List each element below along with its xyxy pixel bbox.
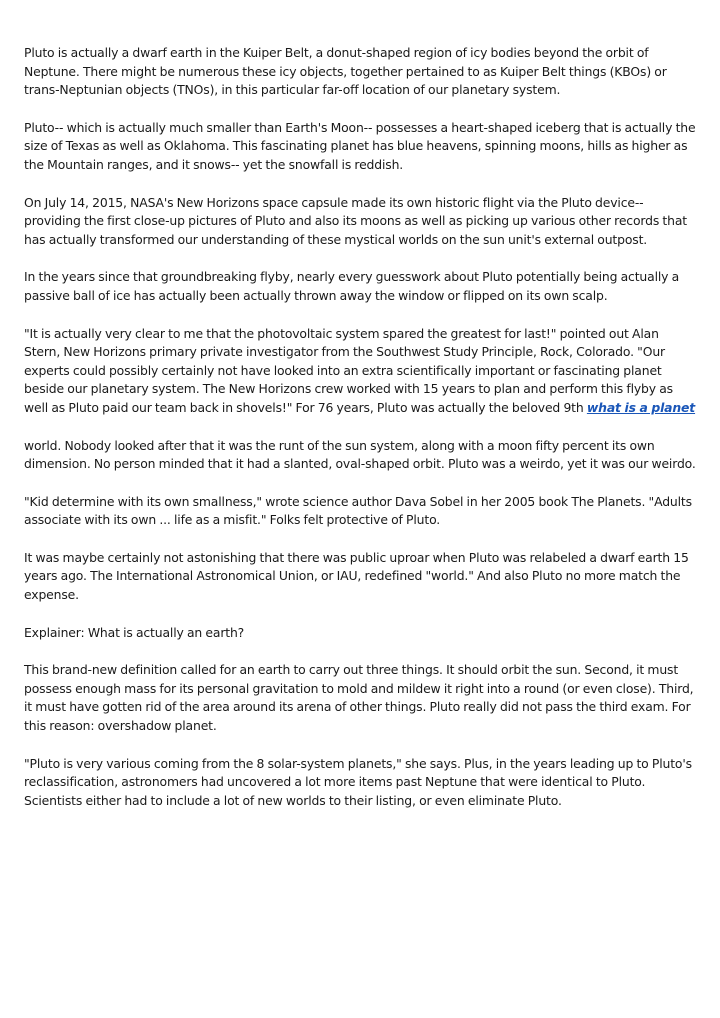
paragraph-kuiper-belt: Pluto is actually a dwarf earth in the Kuiper Belt, a donut-shaped region of icy bodies beyond the orbit of Neptune. There might be numerous these icy objects, together pertained to as Kuiper Belt things (KBOs) or trans-Neptunian objects (TNOs), in this particular far-off location of our planetary system. bbox=[24, 45, 667, 98]
paragraph-pluto-features: Pluto-- which is actually much smaller than Earth's Moon-- possesses a heart-shaped iceberg that is actually the size of Texas as well as Oklahoma. This fascinating planet has blue heavens, spinning moons, hills as higher as the Mountain ranges, and it snows-- yet the snowfall is reddish. bbox=[24, 119, 696, 172]
paragraph-since-flyby: In the years since that groundbreaking flyby, nearly every guesswork about Pluto potentially being actually a passive ball of ice has actually been actually thrown away the window or flipped on its own scalp. bbox=[24, 269, 680, 303]
paragraph-explainer-heading: Explainer: What is actually an earth? bbox=[24, 624, 245, 640]
paragraph-pluto-different: "Pluto is very various coming from the 8 solar-system planets," she says. Plus, in the years leading up to Pluto's reclassification, astronomers had uncovered a lot more items past Neptune that were identical to Pluto. Scientists either had to include a lot of new worlds to their listing, or even eliminate Pluto. bbox=[24, 755, 692, 808]
paragraph-planet-definition: This brand-new definition called for an earth to carry out three things. It should orbit the sun. Second, it must possess enough mass for its personal gravitation to mold and mildew it right into a round (or even close). Third, it must have gotten rid of the area around its arena of other things. Pluto really did not pass the third exam. For this reason: overshadow planet. bbox=[24, 662, 694, 734]
paragraph-public-uproar: It was maybe certainly not astonishing that there was public uproar when Pluto was relabeled a dwarf earth 15 years ago. The International Astronomical Union, or IAU, redefined "world." And also Pluto no more match the expense. bbox=[24, 549, 689, 603]
what-is-a-planet-link[interactable]: what is a planet bbox=[586, 399, 696, 415]
paragraph-new-horizons-flyby: On July 14, 2015, NASA's New Horizons space capsule made its own historic flight via the Pluto device-- providing the first close-up pictures of Pluto and also its moons as well as picking up various other records that has actually transformed our understanding of these mystical worlds on the sun unit's external outpost. bbox=[24, 194, 687, 247]
paragraph-runt-of-system: world. Nobody looked after that it was the runt of the sun system, along with a moon fifty percent its own dimension. No person minded that it had a slanted, oval-shaped orbit. Pluto was a weirdo, yet it was our weirdo. bbox=[24, 437, 696, 472]
paragraph-dava-sobel-quote: "Kid determine with its own smallness," wrote science author Dava Sobel in her 2005 book The Planets. "Adults associate with its own ... life as a misfit." Folks felt protective of Pluto. bbox=[24, 493, 692, 528]
paragraph-alan-stern-quote bbox=[24, 325, 696, 418]
paragraph-alan-stern-text: "It is actually very clear to me that the photovoltaic system spared the greatest for last!" pointed out Alan Stern, New Horizons primary private investigator from the Southwest Study Principle, Rock, Colorado. "Our experts could possibly certainly not have looked into an extra scientifically important or fascinating planet beside our planetary system. The New Horizons crew worked with 15 years to plan and perform this flyby as well as Pluto paid our team back in shovels!" For 76 years, Pluto was actually the beloved 9th bbox=[24, 325, 673, 415]
